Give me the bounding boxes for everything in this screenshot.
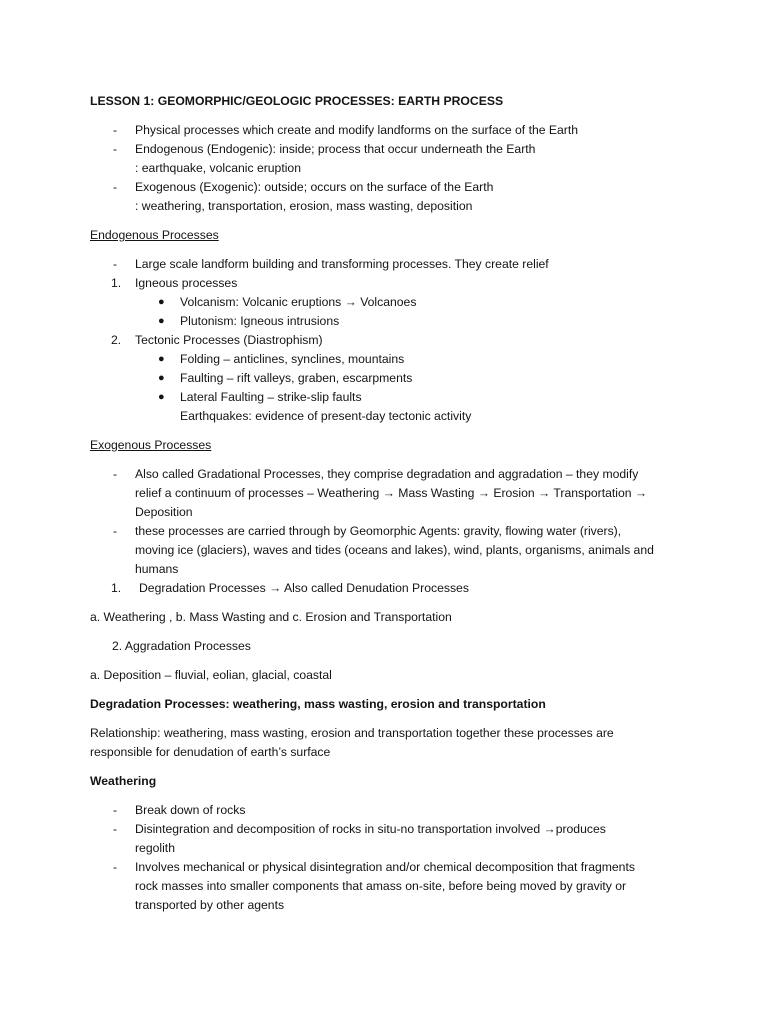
list-item: - Endogenous (Endogenic): inside; process that occur underneath the Earth xyxy=(113,142,536,156)
section-heading-exogenous: Exogenous Processes xyxy=(90,438,212,452)
document-page xyxy=(90,92,690,915)
numbered-item: 1. Igneous processes xyxy=(111,276,238,290)
bullet-item: ● Folding – anticlines, synclines, mountains xyxy=(158,352,405,366)
list-item: - Disintegration and decomposition of rocks in situ-no transportation involved →produces xyxy=(113,822,606,836)
list-item: - these processes are carried through by Geomorphic Agents: gravity, flowing water (rivers), xyxy=(113,524,622,538)
endogenous-list xyxy=(90,255,690,426)
relationship-paragraph: Relationship: weathering, mass wasting, erosion and transportation together these processes are responsible for denudation of earth’s surface xyxy=(90,726,614,759)
aggradation-subitems: a. Deposition – fluvial, eolian, glacial, coastal xyxy=(90,668,332,682)
list-item: - Large scale landform building and transforming processes. They create relief xyxy=(113,257,549,271)
list-item: - Exogenous (Exogenic): outside; occurs on the surface of the Earth xyxy=(113,180,494,194)
list-continuation: rock masses into smaller components that amass on-site, before being moved by gravity or xyxy=(135,879,627,893)
degradation-subitems: a. Weathering , b. Mass Wasting and c. Erosion and Transportation xyxy=(90,610,452,624)
list-item: - Break down of rocks xyxy=(113,803,246,817)
aggradation-item: 2. Aggradation Processes xyxy=(112,639,251,653)
list-item: - Involves mechanical or physical disintegration and/or chemical decomposition that fragments xyxy=(113,860,635,874)
section-heading-weathering: Weathering xyxy=(90,774,157,788)
bullet-item: ● Volcanism: Volcanic eruptions → Volcanoes xyxy=(158,295,417,309)
list-item: - Physical processes which create and modify landforms on the surface of the Earth xyxy=(113,123,579,137)
list-item: - Also called Gradational Processes, they comprise degradation and aggradation – they modify xyxy=(113,467,639,481)
numbered-item: 2. Tectonic Processes (Diastrophism) xyxy=(111,333,323,347)
list-continuation: transported by other agents xyxy=(135,898,285,912)
intro-list xyxy=(90,121,690,216)
exogenous-list xyxy=(90,465,690,598)
list-continuation: : weathering, transportation, erosion, mass wasting, deposition xyxy=(135,199,473,213)
bullet-item: ● Faulting – rift valleys, graben, escarpments xyxy=(158,371,413,385)
weathering-list xyxy=(90,801,690,915)
list-continuation: Earthquakes: evidence of present-day tectonic activity xyxy=(180,409,472,423)
bullet-item: ● Lateral Faulting – strike-slip faults xyxy=(158,390,362,404)
list-continuation: moving ice (glaciers), waves and tides (oceans and lakes), wind, plants, organisms, animals and xyxy=(135,543,654,557)
list-continuation: relief a continuum of processes – Weathering → Mass Wasting → Erosion → Transportation → xyxy=(135,486,648,500)
list-continuation: Deposition xyxy=(135,505,193,519)
numbered-item: 1. Degradation Processes → Also called Denudation Processes xyxy=(111,581,469,595)
list-continuation: : earthquake, volcanic eruption xyxy=(135,161,301,175)
list-continuation: regolith xyxy=(135,841,175,855)
section-heading-degradation: Degradation Processes: weathering, mass wasting, erosion and transportation xyxy=(90,697,546,711)
lesson-title: LESSON 1: GEOMORPHIC/GEOLOGIC PROCESSES: EARTH PROCESS xyxy=(90,94,504,108)
section-heading-endogenous: Endogenous Processes xyxy=(90,228,219,242)
list-continuation: humans xyxy=(135,562,179,576)
bullet-item: ● Plutonism: Igneous intrusions xyxy=(158,314,340,328)
